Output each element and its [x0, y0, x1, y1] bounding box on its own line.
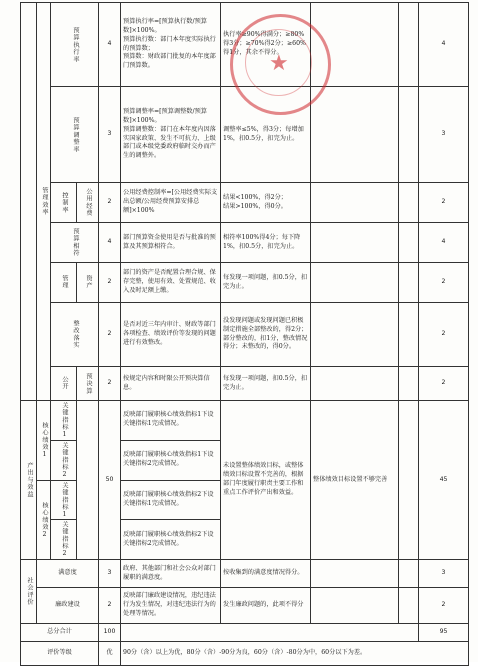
indicator-label: 关键指标1	[51, 480, 77, 520]
table-row	[21, 624, 469, 642]
total-label: 总分合计	[21, 624, 99, 642]
blank-cell	[399, 223, 419, 263]
indicator-label: 控制率	[51, 183, 77, 223]
indicator-description: 部门预算资金使用是否与批准的预算及其预算相符合。	[121, 223, 221, 263]
indicator-label: 预算调整率	[51, 87, 99, 183]
table-row	[21, 223, 469, 263]
table-row	[21, 401, 469, 441]
indicator-label: 关键指标2	[51, 440, 77, 480]
score-cell: 45	[419, 401, 469, 560]
table-row	[21, 367, 469, 401]
indicator-description: 预算执行率=[预算执行数/预算数]×100%。 预算执行数：部门本年度实际执行的预算数； 预算数：财政部门批复的本年度部门预算数。	[121, 3, 221, 87]
remark-cell	[311, 367, 399, 401]
blank-cell	[399, 3, 419, 87]
table-row	[21, 560, 469, 588]
table-row	[21, 588, 469, 624]
scoring-rule: 结果<100%，得2分； 结果>100%，得0分。	[221, 183, 311, 223]
indicator-description: 政府、其他部门和社会公众对部门履职的满意度。	[121, 560, 221, 588]
indicator-description: 公用经费控制率=[公用经费实际支出总额/公用经费预算安排总额]×100%	[121, 183, 221, 223]
indicator-description: 反映部门履职核心绩效指标2下设关键指标2完成情况。	[121, 520, 221, 560]
score-cell: 2	[419, 263, 469, 303]
blank-cell	[399, 87, 419, 183]
total-score: 95	[419, 624, 469, 642]
dimension-blank	[21, 3, 37, 401]
indicator-description: 按规定内容和时限公开预决算信息。	[121, 367, 221, 401]
indicator-description: 预算调整率=[预算调整数/预算数]×100%。 预算调整数：部门在本年度内因落实国家政策、发生不可抗力、上级部门或本级党委政府临时交办而产生的调整外。	[121, 87, 221, 183]
indicator-label: 公开	[51, 367, 77, 401]
weight-cell: 3	[99, 87, 121, 183]
score-cell: 2	[419, 183, 469, 223]
scoring-rule: 没发现问题或发现问题已积极制定措施全部整改的，得2分；部分整改的，扣1分，整改情况得分；未整改的，得0分。	[221, 303, 311, 367]
weight-cell: 2	[99, 183, 121, 223]
score-cell: 4	[419, 223, 469, 263]
score-cell: 4	[419, 3, 469, 87]
remark-cell: 整体绩效目标设置不够完善	[311, 401, 399, 560]
blank-cell	[399, 560, 419, 588]
weight-cell: 2	[99, 367, 121, 401]
group-label: 核心绩效1	[37, 401, 51, 481]
indicator-sublabel: 公用经费	[77, 183, 99, 223]
indicator-description: 部门的资产是否配置合理合规、保存完整，使用有效、处置规范、收入及时足额上缴。	[121, 263, 221, 303]
grade-value: 优	[99, 642, 121, 666]
score-cell: 2	[419, 367, 469, 401]
blank-cell	[399, 401, 419, 560]
scoring-rule: 按收集到的满意度情况得分。	[221, 560, 311, 588]
score-cell: 2	[419, 303, 469, 367]
remark-cell	[311, 263, 399, 303]
indicator-description: 反映部门廉政建设情况，违纪违法行为发生情况，对违纪违法行为的处理等情况。	[121, 588, 221, 624]
remark-cell	[311, 87, 399, 183]
scoring-rule: 未设置整体绩效目标，或整体绩效目标设置不完善的，根据部门年度履行职责主要工作和重点工作评价产出和效益。	[221, 401, 311, 560]
indicator-label: 关键指标1	[51, 401, 77, 441]
seal-star-icon: ★	[269, 51, 289, 76]
blank-cell	[399, 588, 419, 624]
table-row	[21, 263, 469, 303]
indicator-label: 管理	[51, 263, 77, 303]
table-row	[21, 3, 469, 87]
indicator-description: 反映部门履职核心绩效指标1下设关键指标2完成情况。	[121, 440, 221, 480]
score-cell: 2	[419, 588, 469, 624]
blank-cell	[399, 183, 419, 223]
blank-cell	[121, 624, 419, 642]
indicator-label: 满意度	[37, 560, 99, 588]
scoring-rule: 发生廉政问题的，此项不得分	[221, 588, 311, 624]
blank-cell	[399, 303, 419, 367]
table-row	[21, 642, 469, 666]
remark-cell	[311, 588, 399, 624]
blank-cell	[399, 367, 419, 401]
grade-label: 评价等级	[21, 642, 99, 666]
score-cell: 3	[419, 560, 469, 588]
remark-cell	[311, 183, 399, 223]
table-row	[21, 87, 469, 183]
weight-cell: 2	[99, 263, 121, 303]
blank-cell	[77, 401, 99, 560]
grade-description: 90分（含）以上为优，80分（含）-90分为良，60分（含）-80分为中，60分以下为差。	[121, 642, 469, 666]
weight-cell: 50	[99, 401, 121, 560]
dimension-label: 管理效率	[37, 3, 51, 401]
indicator-label: 整改落实	[51, 303, 99, 367]
indicator-description: 反映部门履职核心绩效指标1下设关键指标1完成情况。	[121, 401, 221, 441]
scoring-rule: 每发现一项问题，扣0.5分，扣完为止。	[221, 367, 311, 401]
weight-cell: 2	[99, 303, 121, 367]
indicator-description: 反映部门履职核心绩效指标2下设关键指标1完成情况。	[121, 480, 221, 520]
remark-cell	[311, 223, 399, 263]
dimension-label: 社会评价	[21, 560, 37, 624]
weight-cell: 4	[99, 223, 121, 263]
scoring-rule: 调整率≤5%，得3分；每增加1%，扣0.5分，扣完为止。	[221, 87, 311, 183]
table-row	[21, 303, 469, 367]
weight-cell: 2	[99, 588, 121, 624]
indicator-sublabel: 预决算	[77, 367, 99, 401]
remark-cell	[311, 3, 399, 87]
remark-cell	[311, 560, 399, 588]
evaluation-table	[20, 2, 469, 666]
dimension-label: 产出与效益	[21, 401, 37, 560]
score-cell: 3	[419, 87, 469, 183]
weight-cell: 3	[99, 560, 121, 588]
scoring-rule: 执行率≥90%得满分；≥80%得3分；≥70%得2分；≥60%得1分，其余不得分。	[221, 3, 311, 87]
remark-cell	[311, 303, 399, 367]
indicator-label: 廉政建设	[37, 588, 99, 624]
indicator-sublabel: 资产	[77, 263, 99, 303]
weight-cell: 4	[99, 3, 121, 87]
group-label: 核心绩效2	[37, 480, 51, 560]
indicator-label: 关键指标2	[51, 520, 77, 560]
indicator-label: 预算执行率	[51, 3, 99, 87]
indicator-label: 预算相符	[51, 223, 99, 263]
indicator-description: 是否对近三年内审计、财政等部门各项检查、绩效评价等发现的问题进行有效整改。	[121, 303, 221, 367]
blank-cell	[399, 263, 419, 303]
scoring-rule: 每发现一项问题，扣0.5分，扣完为止。	[221, 263, 311, 303]
total-weight: 100	[99, 624, 121, 642]
scoring-rule: 相符率100%得4分；每下降1%，扣0.5分，扣完为止。	[221, 223, 311, 263]
table-row	[21, 183, 469, 223]
